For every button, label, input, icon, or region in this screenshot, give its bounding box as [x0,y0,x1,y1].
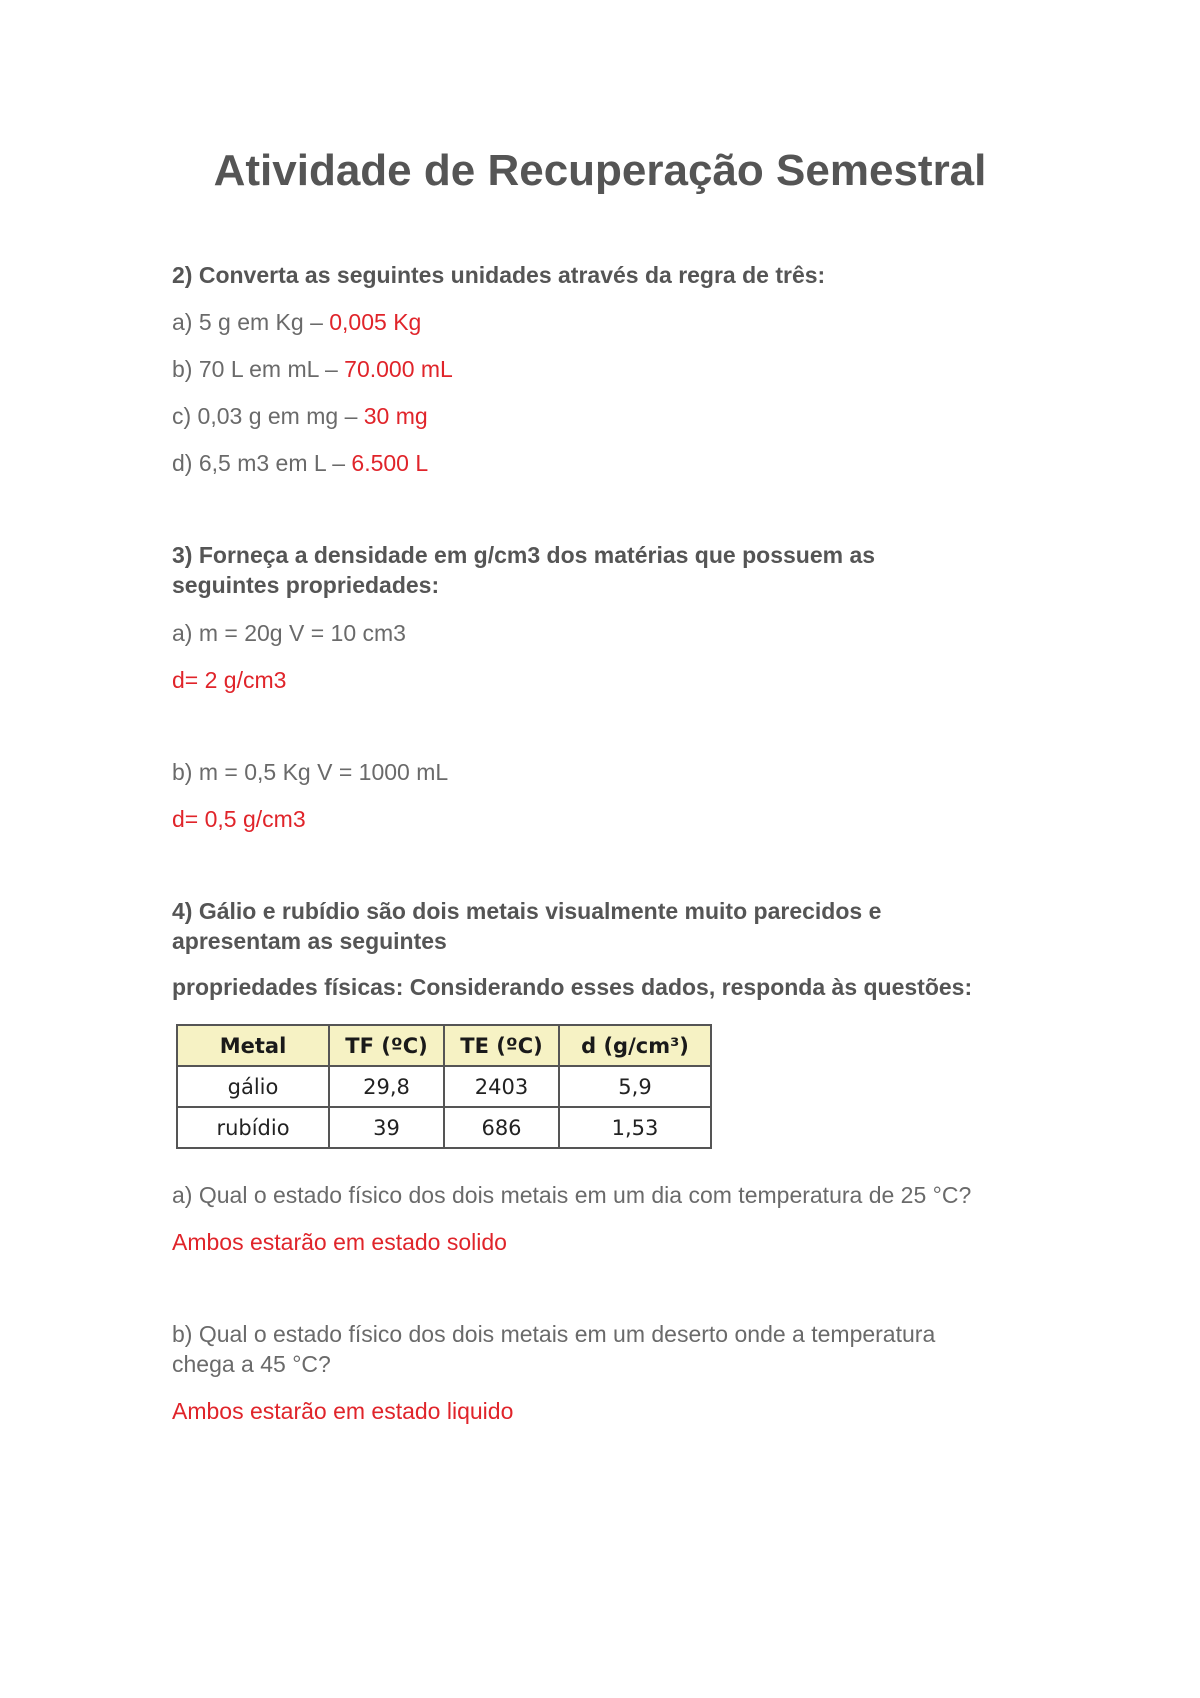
q3-item-b [172,757,1042,787]
q2-item-d-answer: 6.500 L [351,450,429,476]
q4-item-a [172,1180,1042,1210]
q2-item-c [172,401,1042,431]
q3-item-a [172,618,1042,648]
properties-table [176,1024,712,1149]
question-3-heading-line1: 3) Forneça a densidade em g/cm3 dos matérias que possuem as [172,542,876,568]
table-header-cell: TE (ºC) [444,1025,559,1066]
question-4 [172,896,1042,956]
q2-item-c-question: c) 0,03 g em mg – [172,403,364,429]
q4-item-a-answer: Ambos estarão em estado solido [172,1229,507,1255]
q3-item-b-answer: d= 0,5 g/cm3 [172,806,306,832]
q4-item-b-answer-block [172,1396,1042,1426]
q2-item-a [172,307,1042,337]
table-row [177,1066,711,1107]
question-2-heading: 2) Converta as seguintes unidades através da regra de três: [172,262,826,288]
table-header-cell: TF (ºC) [329,1025,444,1066]
page-title: Atividade de Recuperação Semestral [213,146,987,195]
table-row [177,1107,711,1148]
table-header-cell: d (g/cm³) [559,1025,711,1066]
q4-item-b-answer: Ambos estarão em estado liquido [172,1398,514,1424]
q3-item-a-question: a) m = 20g V = 10 cm3 [172,620,406,646]
q3-item-b-answer-block [172,804,1042,834]
q2-item-a-question: a) 5 g em Kg – [172,309,330,335]
q2-item-a-answer: 0,005 Kg [329,309,422,335]
table-header-row [177,1025,711,1066]
question-3 [172,540,1042,600]
question-4-heading-line3: propriedades físicas: Considerando esses dados, responda às questões: [172,974,973,1000]
table-cell: 29,8 [329,1066,444,1107]
q4-item-b [172,1319,1042,1379]
table-cell: 5,9 [559,1066,711,1107]
question-4-line3 [172,972,1042,1002]
q4-item-b-question-line2: chega a 45 °C? [172,1351,331,1377]
table-cell: gálio [177,1066,329,1107]
q2-item-b [172,354,1042,384]
question-3-heading-line2: seguintes propriedades: [172,572,440,598]
q4-item-a-question: a) Qual o estado físico dos dois metais em um dia com temperatura de 25 °C? [172,1182,972,1208]
table-cell: 39 [329,1107,444,1148]
table-header-cell: Metal [177,1025,329,1066]
question-2 [172,260,1042,290]
table-cell: 1,53 [559,1107,711,1148]
q2-item-d [172,448,1042,478]
q3-item-a-answer-block [172,665,1042,695]
table-cell: 2403 [444,1066,559,1107]
q3-item-a-answer: d= 2 g/cm3 [172,667,287,693]
q3-item-b-question: b) m = 0,5 Kg V = 1000 mL [172,759,449,785]
table-cell: 686 [444,1107,559,1148]
properties-table-wrap [176,1024,1046,1149]
q2-item-c-answer: 30 mg [363,403,428,429]
table-cell: rubídio [177,1107,329,1148]
question-4-heading-line2: apresentam as seguintes [172,928,447,954]
q4-item-b-question-line1: b) Qual o estado físico dos dois metais em um deserto onde a temperatura [172,1321,936,1347]
q4-item-a-answer-block [172,1227,1042,1257]
q2-item-b-answer: 70.000 mL [344,356,453,382]
q2-item-d-question: d) 6,5 m3 em L – [172,450,352,476]
question-4-heading-line1: 4) Gálio e rubídio são dois metais visualmente muito parecidos e [172,898,882,924]
q2-item-b-question: b) 70 L em mL – [172,356,345,382]
